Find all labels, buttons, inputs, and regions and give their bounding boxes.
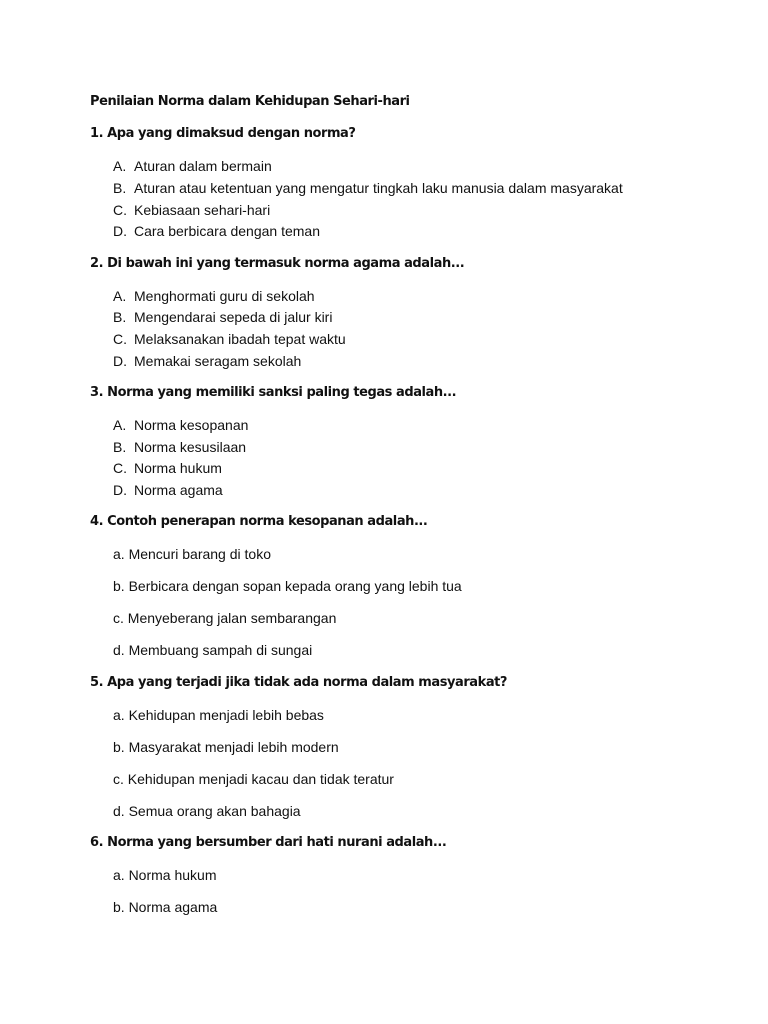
option-text: Norma kesopanan <box>134 417 249 433</box>
option-text: Melaksanakan ibadah tepat waktu <box>134 331 346 347</box>
question-4-option-b: b. Berbicara dengan sopan kepada orang yang lebih tua <box>113 578 462 594</box>
question-5: 5. Apa yang terjadi jika tidak ada norma dalam masyarakat? <box>90 675 507 690</box>
question-1-option-a <box>113 158 272 174</box>
question-5-option-d: d. Semua orang akan bahagia <box>113 803 301 819</box>
question-6: 6. Norma yang bersumber dari hati nurani adalah... <box>90 835 447 850</box>
question-4-option-d: d. Membuang sampah di sungai <box>113 642 313 658</box>
question-3-option-c <box>113 460 222 476</box>
option-text: Memakai seragam sekolah <box>134 353 302 369</box>
option-letter: A. <box>113 417 127 433</box>
question-2-option-d <box>113 353 301 369</box>
question-1-option-c <box>113 202 270 218</box>
option-letter: A. <box>113 288 127 304</box>
question-5-option-a: a. Kehidupan menjadi lebih bebas <box>113 707 324 723</box>
option-letter: C. <box>113 202 127 218</box>
question-4: 4. Contoh penerapan norma kesopanan adalah... <box>90 514 428 529</box>
option-letter: C. <box>113 460 127 476</box>
option-letter: B. <box>113 180 127 196</box>
option-text: Norma kesusilaan <box>134 439 247 455</box>
option-text: Mengendarai sepeda di jalur kiri <box>134 309 333 325</box>
question-6-option-b: b. Norma agama <box>113 899 218 915</box>
question-2-option-a <box>113 288 315 304</box>
document-title: Penilaian Norma dalam Kehidupan Sehari-hari <box>90 94 410 109</box>
option-letter: C. <box>113 331 127 347</box>
option-text: Aturan atau ketentuan yang mengatur tingkah laku manusia dalam masyarakat <box>134 180 623 196</box>
option-letter: A. <box>113 158 127 174</box>
option-text: Menghormati guru di sekolah <box>134 288 315 304</box>
option-text: Kebiasaan sehari-hari <box>134 202 271 218</box>
question-1-option-d <box>113 223 320 239</box>
question-3-option-b <box>113 439 246 455</box>
question-6-option-a: a. Norma hukum <box>113 867 217 883</box>
question-2-option-c <box>113 331 346 347</box>
option-letter: D. <box>113 353 127 369</box>
question-3: 3. Norma yang memiliki sanksi paling tegas adalah... <box>90 385 457 400</box>
question-5-option-c: c. Kehidupan menjadi kacau dan tidak teratur <box>113 771 394 787</box>
option-text: Norma agama <box>134 482 223 498</box>
question-5-option-b: b. Masyarakat menjadi lebih modern <box>113 739 339 755</box>
question-3-option-a <box>113 417 248 433</box>
option-letter: B. <box>113 439 127 455</box>
option-letter: B. <box>113 309 127 325</box>
option-text: Aturan dalam bermain <box>134 158 272 174</box>
question-4-option-a: a. Mencuri barang di toko <box>113 546 271 562</box>
option-text: Cara berbicara dengan teman <box>134 223 321 239</box>
option-text: Norma hukum <box>134 460 222 476</box>
option-letter: D. <box>113 482 127 498</box>
option-letter: D. <box>113 223 127 239</box>
question-1: 1. Apa yang dimaksud dengan norma? <box>90 126 356 141</box>
question-3-option-d <box>113 482 223 498</box>
question-2: 2. Di bawah ini yang termasuk norma agama adalah... <box>90 256 465 271</box>
question-4-option-c: c. Menyeberang jalan sembarangan <box>113 610 337 626</box>
question-1-option-b <box>113 180 623 196</box>
question-2-option-b <box>113 309 332 325</box>
